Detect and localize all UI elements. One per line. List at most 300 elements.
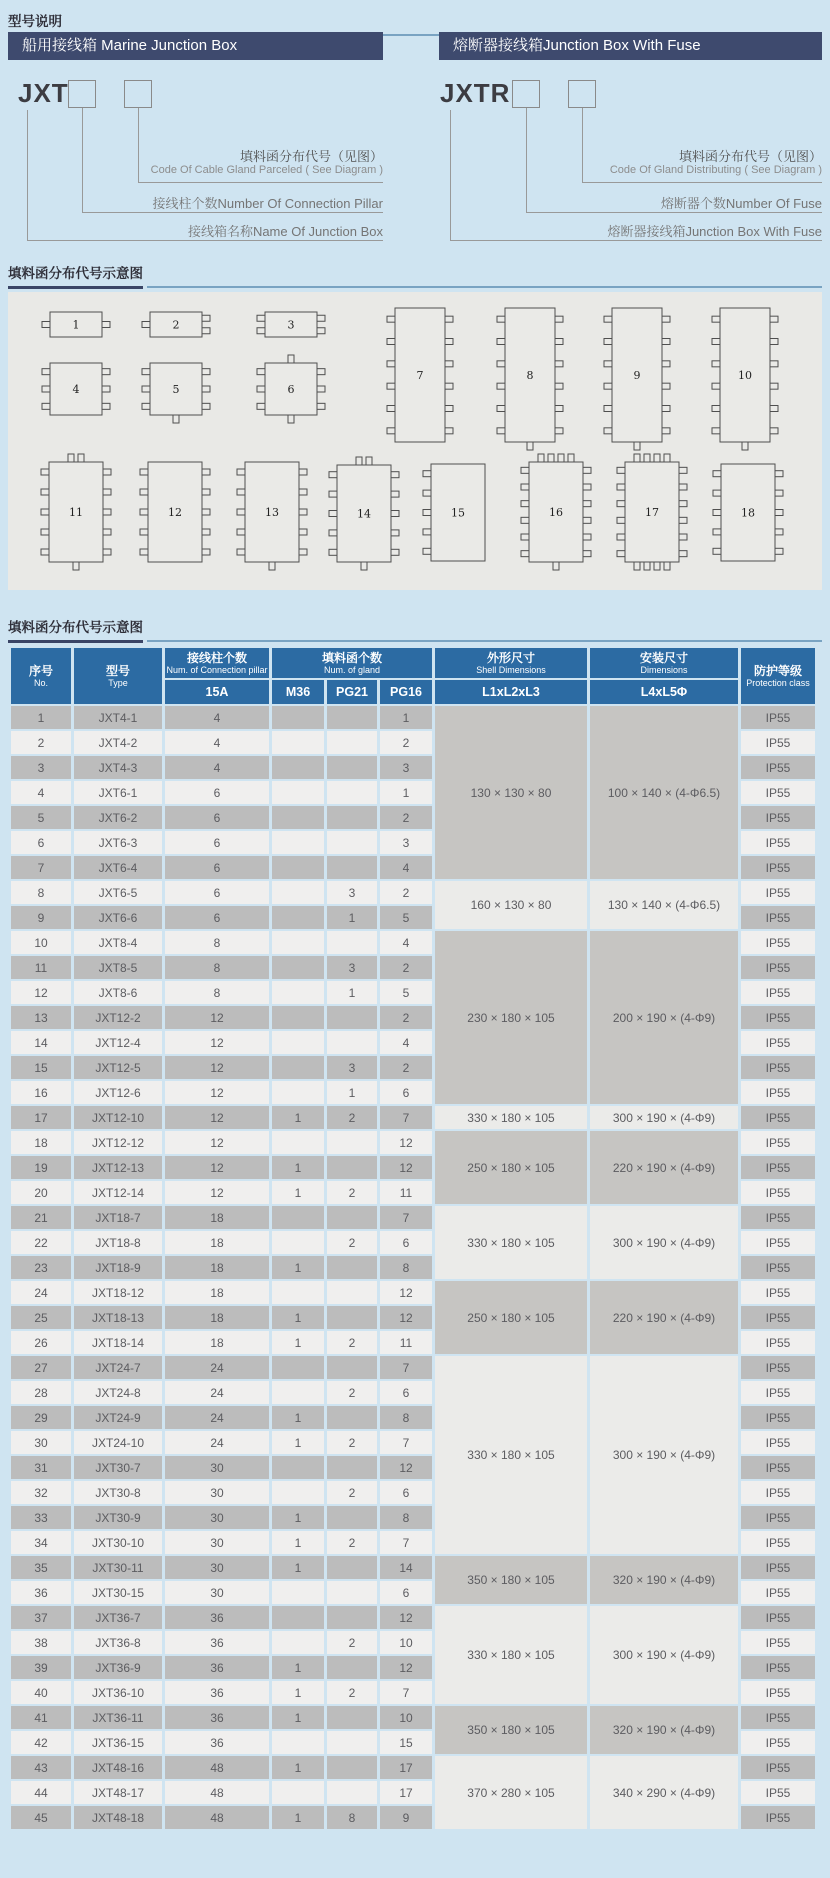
table-row (11, 1356, 815, 1379)
cell-pg16: 5 (380, 906, 432, 929)
cell-protection-class: IP55 (741, 1056, 815, 1079)
title-rule (147, 286, 822, 288)
cell-15a: 18 (165, 1306, 269, 1329)
cell-pg16: 12 (380, 1306, 432, 1329)
connector-line (582, 108, 583, 182)
cell-m36 (272, 1356, 324, 1379)
table-row (11, 1281, 815, 1304)
col-header-gland: 填料函个数 Num. of gland (272, 648, 432, 678)
sub-header-l4l5: L4xL5Φ (590, 680, 738, 704)
section-title-table (8, 616, 822, 643)
cell-pg16: 15 (380, 1731, 432, 1754)
cell-protection-class: IP55 (741, 1081, 815, 1104)
cell-pg21 (327, 1131, 377, 1154)
cell-no: 15 (11, 1056, 71, 1079)
table-row (11, 1106, 815, 1129)
box-number: 1 (72, 318, 80, 332)
cell-m36 (272, 1631, 324, 1654)
cell-protection-class: IP55 (741, 881, 815, 904)
cell-m36 (272, 931, 324, 954)
cell-15a: 30 (165, 1481, 269, 1504)
cell-m36: 1 (272, 1656, 324, 1679)
col-header-mount-dim: 安装尺寸 Dimensions (590, 648, 738, 678)
cell-pg21: 8 (327, 1806, 377, 1829)
cell-no: 37 (11, 1606, 71, 1629)
cell-15a: 8 (165, 931, 269, 954)
cell-15a: 36 (165, 1706, 269, 1729)
cell-type: JXT48-18 (74, 1806, 162, 1829)
section-title-table-text: 填料函分布代号示意图 (8, 616, 143, 643)
cell-pg21: 2 (327, 1106, 377, 1129)
cell-protection-class: IP55 (741, 1381, 815, 1404)
cell-15a: 6 (165, 831, 269, 854)
cell-type: JXT4-2 (74, 731, 162, 754)
cell-pg21: 3 (327, 956, 377, 979)
cell-shell-dimensions: 330 × 180 × 105 (435, 1356, 587, 1554)
cell-protection-class: IP55 (741, 1156, 815, 1179)
cell-pg21 (327, 1356, 377, 1379)
fuse-junction-box-banner: 熔断器接线箱Junction Box With Fuse (439, 32, 822, 60)
cell-type: JXT4-3 (74, 756, 162, 779)
cell-shell-dimensions: 160 × 130 × 80 (435, 881, 587, 929)
cell-m36 (272, 831, 324, 854)
cell-pg21 (327, 856, 377, 879)
gland-code-label-en: Code Of Cable Gland Parceled ( See Diagram ) (150, 164, 383, 176)
cell-protection-class: IP55 (741, 706, 815, 729)
cell-no: 33 (11, 1506, 71, 1529)
cell-type: JXT30-8 (74, 1481, 162, 1504)
cell-no: 2 (11, 731, 71, 754)
cell-m36 (272, 906, 324, 929)
cell-15a: 12 (165, 1031, 269, 1054)
cell-type: JXT48-16 (74, 1756, 162, 1779)
cell-type: JXT12-4 (74, 1031, 162, 1054)
cell-pg16: 7 (380, 1431, 432, 1454)
cell-m36 (272, 856, 324, 879)
cell-type: JXT18-9 (74, 1256, 162, 1279)
box-name-label: 接线箱名称Name Of Junction Box (187, 224, 383, 239)
cell-protection-class: IP55 (741, 1406, 815, 1429)
cell-mount-dimensions: 220 × 190 × (4-Φ9) (590, 1281, 738, 1354)
section-title-diagram-text: 填料函分布代号示意图 (8, 262, 143, 289)
cell-pg16: 7 (380, 1681, 432, 1704)
cell-m36: 1 (272, 1431, 324, 1454)
cell-type: JXT36-8 (74, 1631, 162, 1654)
cell-protection-class: IP55 (741, 1306, 815, 1329)
cell-no: 22 (11, 1231, 71, 1254)
cell-type: JXT6-6 (74, 906, 162, 929)
cell-no: 42 (11, 1731, 71, 1754)
cell-pg21 (327, 781, 377, 804)
cell-no: 17 (11, 1106, 71, 1129)
cell-mount-dimensions: 130 × 140 × (4-Φ6.5) (590, 881, 738, 929)
cell-pg21 (327, 1156, 377, 1179)
cell-m36 (272, 1731, 324, 1754)
junction-box-diagram-13 (235, 452, 309, 572)
cell-15a: 30 (165, 1506, 269, 1529)
cell-type: JXT30-9 (74, 1506, 162, 1529)
junction-box-diagram-9 (602, 298, 672, 452)
cell-no: 18 (11, 1131, 71, 1154)
cell-pg16: 6 (380, 1481, 432, 1504)
cell-pg21 (327, 1706, 377, 1729)
cell-pg16: 4 (380, 931, 432, 954)
cell-15a: 18 (165, 1206, 269, 1229)
cell-pg21 (327, 706, 377, 729)
cell-mount-dimensions: 100 × 140 × (4-Φ6.5) (590, 706, 738, 879)
cell-pg16: 7 (380, 1531, 432, 1554)
cell-no: 9 (11, 906, 71, 929)
cell-15a: 8 (165, 981, 269, 1004)
junction-box-diagram-11 (39, 452, 113, 572)
jxt-code: JXT (18, 78, 69, 108)
cell-m36 (272, 981, 324, 1004)
cell-15a: 12 (165, 1056, 269, 1079)
cell-pg16: 10 (380, 1706, 432, 1729)
col-header-protection: 防护等级 Protection class (741, 648, 815, 704)
section-title-diagram (8, 262, 822, 289)
cell-pg21 (327, 1756, 377, 1779)
cell-15a: 6 (165, 781, 269, 804)
table-row (11, 1206, 815, 1229)
box-number: 10 (738, 369, 752, 382)
cell-pg16: 2 (380, 956, 432, 979)
cell-mount-dimensions: 300 × 190 × (4-Φ9) (590, 1356, 738, 1554)
cell-m36 (272, 756, 324, 779)
junction-box-diagram-10 (710, 298, 780, 452)
cell-m36 (272, 781, 324, 804)
junction-box-diagram-3 (255, 302, 327, 347)
cell-pg16: 1 (380, 781, 432, 804)
cell-pg21 (327, 756, 377, 779)
cell-protection-class: IP55 (741, 906, 815, 929)
cell-no: 36 (11, 1581, 71, 1604)
table-row (11, 1706, 815, 1729)
cell-type: JXT6-3 (74, 831, 162, 854)
cell-pg21: 1 (327, 906, 377, 929)
cell-15a: 24 (165, 1381, 269, 1404)
cell-protection-class: IP55 (741, 806, 815, 829)
box-number: 5 (172, 383, 180, 396)
cell-m36 (272, 1481, 324, 1504)
cell-protection-class: IP55 (741, 856, 815, 879)
cell-m36: 1 (272, 1681, 324, 1704)
cell-protection-class: IP55 (741, 1231, 815, 1254)
cell-shell-dimensions: 350 × 180 × 105 (435, 1706, 587, 1754)
cell-15a: 12 (165, 1131, 269, 1154)
cell-pg16: 12 (380, 1131, 432, 1154)
cell-pg21 (327, 1406, 377, 1429)
cell-pg16: 3 (380, 756, 432, 779)
cell-pg21: 2 (327, 1431, 377, 1454)
cell-m36: 1 (272, 1556, 324, 1579)
junction-box-diagram-6 (255, 353, 327, 425)
cell-pg21 (327, 1781, 377, 1804)
pillar-count-label: 接线柱个数Number Of Connection Pillar (152, 196, 383, 211)
cell-15a: 12 (165, 1106, 269, 1129)
cell-m36: 1 (272, 1306, 324, 1329)
cell-m36 (272, 1381, 324, 1404)
cell-type: JXT18-13 (74, 1306, 162, 1329)
cell-protection-class: IP55 (741, 981, 815, 1004)
cell-15a: 12 (165, 1006, 269, 1029)
cell-shell-dimensions: 230 × 180 × 105 (435, 931, 587, 1104)
cell-shell-dimensions: 350 × 180 × 105 (435, 1556, 587, 1604)
cell-m36: 1 (272, 1506, 324, 1529)
cell-pg21 (327, 831, 377, 854)
cell-type: JXT8-4 (74, 931, 162, 954)
cell-no: 34 (11, 1531, 71, 1554)
cell-pg21 (327, 1256, 377, 1279)
connector-line (526, 212, 822, 213)
cell-m36: 1 (272, 1806, 324, 1829)
cell-protection-class: IP55 (741, 1681, 815, 1704)
cell-type: JXT4-1 (74, 706, 162, 729)
cell-protection-class: IP55 (741, 1031, 815, 1054)
table-row (11, 931, 815, 954)
cell-m36 (272, 956, 324, 979)
cell-no: 14 (11, 1031, 71, 1054)
cell-no: 32 (11, 1481, 71, 1504)
cell-15a: 48 (165, 1781, 269, 1804)
cell-pg21: 2 (327, 1631, 377, 1654)
table-row (11, 1131, 815, 1154)
junction-box-diagram-2 (140, 302, 212, 347)
cell-pg16: 11 (380, 1181, 432, 1204)
cell-pg21 (327, 1031, 377, 1054)
cell-mount-dimensions: 320 × 190 × (4-Φ9) (590, 1556, 738, 1604)
cell-pg21: 2 (327, 1681, 377, 1704)
cell-type: JXT48-17 (74, 1781, 162, 1804)
cell-no: 6 (11, 831, 71, 854)
col-header-no: 序号 No. (11, 648, 71, 704)
cell-mount-dimensions: 300 × 190 × (4-Φ9) (590, 1606, 738, 1704)
box-number: 16 (549, 506, 563, 519)
cell-no: 23 (11, 1256, 71, 1279)
connector-line (138, 108, 139, 182)
col-header-shell-dim: 外形尺寸 Shell Dimensions (435, 648, 587, 678)
jxtr-digit-box-1 (512, 80, 540, 108)
cell-15a: 36 (165, 1631, 269, 1654)
cell-m36: 1 (272, 1331, 324, 1354)
cell-pg16: 3 (380, 831, 432, 854)
cell-15a: 18 (165, 1231, 269, 1254)
cell-15a: 48 (165, 1806, 269, 1829)
cell-pg16: 14 (380, 1556, 432, 1579)
cell-type: JXT30-10 (74, 1531, 162, 1554)
cell-pg16: 5 (380, 981, 432, 1004)
cell-shell-dimensions: 330 × 180 × 105 (435, 1606, 587, 1704)
cell-m36 (272, 1456, 324, 1479)
fuse-gland-code-label-zh: 填料函分布代号（见图） (678, 149, 822, 164)
cell-protection-class: IP55 (741, 1356, 815, 1379)
cell-m36 (272, 881, 324, 904)
cell-pg21: 3 (327, 881, 377, 904)
cell-15a: 6 (165, 881, 269, 904)
cell-protection-class: IP55 (741, 1656, 815, 1679)
cell-pg16: 6 (380, 1381, 432, 1404)
cell-type: JXT6-2 (74, 806, 162, 829)
cell-pg16: 2 (380, 1006, 432, 1029)
jxtr-code: JXTR (440, 78, 511, 108)
cell-type: JXT12-13 (74, 1156, 162, 1179)
cell-no: 31 (11, 1456, 71, 1479)
cell-no: 27 (11, 1356, 71, 1379)
cell-pg21 (327, 1606, 377, 1629)
cell-type: JXT18-12 (74, 1281, 162, 1304)
cell-pg21 (327, 1006, 377, 1029)
cell-type: JXT12-5 (74, 1056, 162, 1079)
cell-pg16: 8 (380, 1406, 432, 1429)
cell-pg16: 2 (380, 806, 432, 829)
cell-type: JXT36-15 (74, 1731, 162, 1754)
cell-no: 30 (11, 1431, 71, 1454)
cell-m36 (272, 1206, 324, 1229)
cell-protection-class: IP55 (741, 1006, 815, 1029)
cell-pg16: 10 (380, 1631, 432, 1654)
cell-m36 (272, 1231, 324, 1254)
cell-pg16: 6 (380, 1231, 432, 1254)
cell-15a: 18 (165, 1331, 269, 1354)
cell-no: 43 (11, 1756, 71, 1779)
cell-15a: 12 (165, 1081, 269, 1104)
cell-protection-class: IP55 (741, 931, 815, 954)
cell-type: JXT36-7 (74, 1606, 162, 1629)
cell-15a: 18 (165, 1281, 269, 1304)
cell-no: 16 (11, 1081, 71, 1104)
cell-no: 21 (11, 1206, 71, 1229)
cell-protection-class: IP55 (741, 1581, 815, 1604)
cell-pg21: 3 (327, 1056, 377, 1079)
junction-box-diagram-1 (40, 302, 112, 347)
cell-shell-dimensions: 130 × 130 × 80 (435, 706, 587, 879)
cell-protection-class: IP55 (741, 1556, 815, 1579)
cell-m36: 1 (272, 1756, 324, 1779)
cell-no: 35 (11, 1556, 71, 1579)
cell-no: 38 (11, 1631, 71, 1654)
junction-box-diagram-8 (495, 298, 565, 452)
cell-no: 20 (11, 1181, 71, 1204)
cell-protection-class: IP55 (741, 831, 815, 854)
box-number: 2 (172, 318, 180, 332)
box-number: 14 (357, 507, 371, 521)
cell-pg21 (327, 1306, 377, 1329)
box-number: 18 (741, 506, 755, 520)
cell-15a: 36 (165, 1606, 269, 1629)
cell-no: 5 (11, 806, 71, 829)
title-rule (147, 640, 822, 642)
cell-pg16: 7 (380, 1356, 432, 1379)
cell-15a: 36 (165, 1731, 269, 1754)
cell-shell-dimensions: 330 × 180 × 105 (435, 1106, 587, 1129)
cell-pg21 (327, 731, 377, 754)
box-number: 9 (633, 369, 641, 382)
cell-protection-class: IP55 (741, 1631, 815, 1654)
cell-type: JXT6-5 (74, 881, 162, 904)
cell-15a: 4 (165, 756, 269, 779)
box-number: 8 (526, 369, 534, 382)
cell-pg16: 7 (380, 1206, 432, 1229)
cell-type: JXT12-2 (74, 1006, 162, 1029)
sub-header-pg16: PG16 (380, 680, 432, 704)
cell-m36: 1 (272, 1106, 324, 1129)
box-number: 15 (451, 506, 465, 520)
sub-header-pg21: PG21 (327, 680, 377, 704)
cell-pg16: 12 (380, 1156, 432, 1179)
cell-pg16: 7 (380, 1106, 432, 1129)
cell-m36 (272, 1031, 324, 1054)
cell-type: JXT36-9 (74, 1656, 162, 1679)
cell-pg16: 8 (380, 1506, 432, 1529)
connector-line (450, 110, 451, 240)
cell-protection-class: IP55 (741, 1331, 815, 1354)
cell-pg21 (327, 1456, 377, 1479)
cell-pg16: 17 (380, 1781, 432, 1804)
cell-protection-class: IP55 (741, 731, 815, 754)
cell-15a: 30 (165, 1556, 269, 1579)
cell-pg16: 17 (380, 1756, 432, 1779)
cell-protection-class: IP55 (741, 1706, 815, 1729)
cell-15a: 4 (165, 706, 269, 729)
cell-protection-class: IP55 (741, 1781, 815, 1804)
cell-15a: 30 (165, 1531, 269, 1554)
cell-m36 (272, 1606, 324, 1629)
cell-shell-dimensions: 250 × 180 × 105 (435, 1131, 587, 1204)
cell-mount-dimensions: 340 × 290 × (4-Φ9) (590, 1756, 738, 1829)
cell-protection-class: IP55 (741, 1606, 815, 1629)
cell-mount-dimensions: 300 × 190 × (4-Φ9) (590, 1206, 738, 1279)
cell-type: JXT12-6 (74, 1081, 162, 1104)
cell-no: 7 (11, 856, 71, 879)
box-number: 7 (416, 369, 424, 382)
sub-header-m36: M36 (272, 680, 324, 704)
cell-15a: 8 (165, 956, 269, 979)
cell-pg21: 1 (327, 1081, 377, 1104)
cell-15a: 12 (165, 1156, 269, 1179)
box-number: 12 (168, 506, 182, 519)
cell-no: 4 (11, 781, 71, 804)
sub-header-15a: 15A (165, 680, 269, 704)
cell-type: JXT6-1 (74, 781, 162, 804)
connector-line (27, 110, 28, 240)
cell-15a: 24 (165, 1431, 269, 1454)
connector-line (450, 240, 822, 241)
section-title-model-text: 型号说明 (8, 10, 62, 37)
cell-15a: 24 (165, 1356, 269, 1379)
junction-box-diagram-4 (40, 353, 112, 425)
cell-pg16: 2 (380, 1056, 432, 1079)
cell-m36 (272, 1281, 324, 1304)
cell-15a: 36 (165, 1681, 269, 1704)
cell-pg21: 2 (327, 1181, 377, 1204)
cell-pg16: 12 (380, 1656, 432, 1679)
cell-no: 12 (11, 981, 71, 1004)
table-row (11, 1606, 815, 1629)
cell-pg21 (327, 1581, 377, 1604)
cell-pg21: 2 (327, 1231, 377, 1254)
cell-no: 24 (11, 1281, 71, 1304)
cell-15a: 30 (165, 1456, 269, 1479)
cell-pg21: 2 (327, 1481, 377, 1504)
cell-15a: 18 (165, 1256, 269, 1279)
cell-m36 (272, 706, 324, 729)
cell-type: JXT18-8 (74, 1231, 162, 1254)
cell-protection-class: IP55 (741, 1181, 815, 1204)
fuse-count-label: 熔断器个数Number Of Fuse (660, 196, 822, 211)
cell-no: 26 (11, 1331, 71, 1354)
box-number: 11 (69, 506, 83, 519)
gland-code-label-zh: 填料函分布代号（见图） (239, 149, 383, 164)
